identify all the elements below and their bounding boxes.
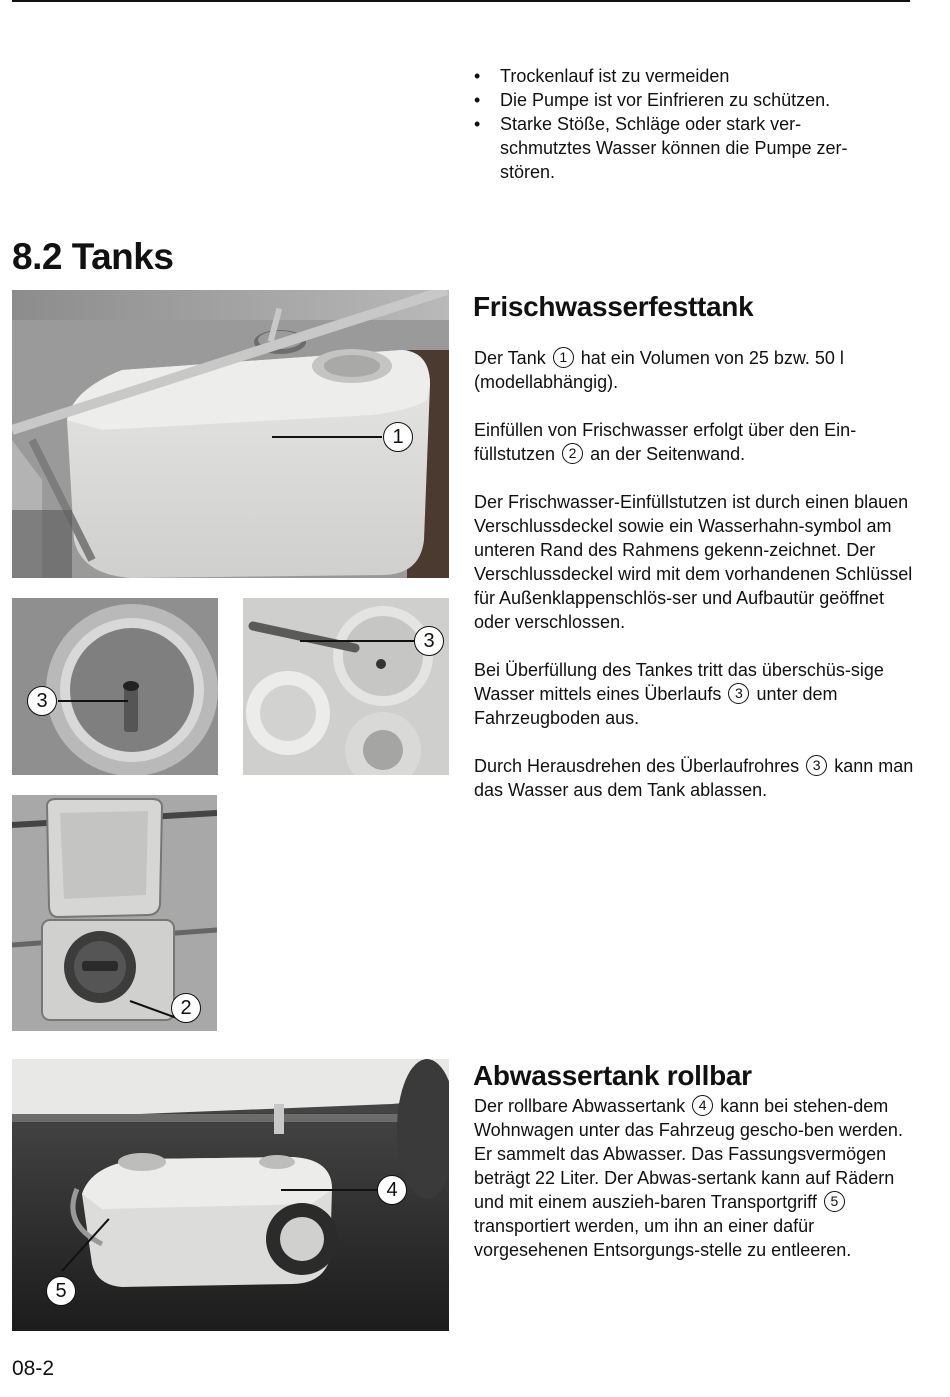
text: Der Tank	[474, 348, 546, 368]
fresh-para-drain	[474, 754, 914, 802]
text: hat ein Volumen von 25 bzw. 50 l (modellabhängig).	[474, 348, 844, 392]
text: Durch Herausdrehen des Überlaufrohres	[474, 756, 800, 776]
text: kann man das Wasser aus dem Tank ablassen.	[474, 756, 914, 800]
bullet-item: • Trockenlauf ist zu vermeiden	[472, 64, 912, 88]
waste-water-heading: Abwassertank rollbar	[473, 1060, 752, 1091]
callout-5-handle: 5	[46, 1276, 76, 1306]
photo-tank-top	[243, 598, 449, 775]
callout-leader	[58, 700, 128, 702]
callout-4-waste-tank: 4	[377, 1175, 407, 1205]
fresh-para-overflow	[474, 658, 914, 730]
text: an der Seitenwand.	[590, 444, 746, 464]
text: Einfüllen von Frischwasser erfolgt über den Ein- füllstutzen	[474, 420, 857, 464]
ref-number: 2	[562, 443, 583, 464]
ref-number: 1	[553, 347, 574, 368]
ref-number: 5	[824, 1191, 845, 1212]
fresh-para-filling	[474, 418, 914, 466]
fresh-para-volume	[474, 346, 914, 394]
top-rule	[12, 0, 910, 2]
waste-para	[474, 1094, 914, 1262]
fresh-para-cap: Der Frischwasser-Einfüllstutzen ist durch einen blauen Verschlussdeckel sowie ein Wasserhahn-symbol am unteren Rand des Rahmens gekenn-zeichnet. Der Verschlussdeckel wird mit dem vorhandenen Schlüssel für Außenklappenschlös-ser und Aufbautür geöffnet oder verschlossen.	[474, 492, 913, 632]
section-title: 8.2 Tanks	[12, 236, 174, 277]
bullet-item: • Die Pumpe ist vor Einfrieren zu schützen.	[472, 88, 912, 112]
page-number: 08-2	[12, 1357, 55, 1380]
text: Der rollbare Abwassertank	[474, 1096, 686, 1116]
callout-leader	[272, 436, 382, 438]
text: Bei Überfüllung des Tankes tritt das überschüs-sige Wasser mittels eines Überlaufs	[474, 660, 884, 704]
ref-number: 4	[692, 1095, 713, 1116]
callout-3-overflow: 3	[27, 686, 57, 716]
text: transportiert werden, um ihn an einer dafür vorgesehenen Entsorgungs-stelle zu entleeren.	[474, 1216, 852, 1260]
ref-number: 3	[806, 755, 827, 776]
text: unter dem Fahrzeugboden aus.	[474, 684, 838, 728]
callout-leader	[281, 1189, 377, 1191]
text: kann bei stehen-dem Wohnwagen unter das Fahrzeug gescho-ben werden. Er sammelt das Abwasser. Das Fassungsvermögen beträgt 22 Liter. Der Abwas-sertank kann auf Rädern und mit einem auszieh-baren Transportgriff	[474, 1096, 903, 1212]
callout-1-tank: 1	[383, 422, 413, 452]
ref-number: 3	[728, 683, 749, 704]
pump-warnings-list	[472, 64, 912, 184]
callout-leader	[300, 640, 414, 642]
bullet-item: • Starke Stöße, Schläge oder stark ver- schmutztes Wasser können die Pumpe zer- stören.	[472, 112, 912, 184]
fresh-water-heading: Frischwasserfesttank	[473, 291, 754, 322]
callout-2-filler: 2	[171, 993, 201, 1023]
callout-3-overflow-top: 3	[414, 626, 444, 656]
